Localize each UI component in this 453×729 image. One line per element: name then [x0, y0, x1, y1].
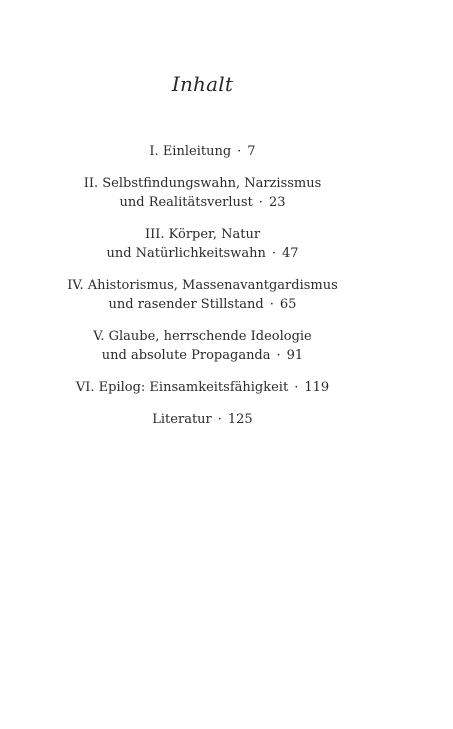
toc-entry-text: VI. Epilog: Einsamkeitsfähigkeit [75, 380, 289, 395]
table-of-contents [0, 142, 405, 442]
toc-entry-literatur [0, 410, 405, 429]
toc-page-number: 23 [268, 195, 286, 210]
toc-page-number: 119 [304, 380, 330, 395]
toc-entry-text: Literatur [152, 412, 212, 427]
toc-page-number: 125 [227, 412, 253, 427]
toc-entry-text: und absolute Propaganda [101, 348, 271, 363]
toc-entry-glaube [0, 327, 405, 365]
toc-entry-selbstfindungswahn [0, 174, 405, 212]
toc-separator: · [294, 380, 299, 395]
page-title: Inhalt [171, 72, 234, 96]
toc-separator: · [217, 412, 222, 427]
toc-separator: · [237, 144, 242, 159]
toc-line [0, 410, 405, 429]
toc-entry-einleitung [0, 142, 405, 161]
toc-entry-text: und Natürlichkeitswahn [106, 246, 266, 261]
toc-line [0, 378, 405, 397]
toc-entry-text: und rasender Stillstand [108, 297, 264, 312]
toc-separator: · [258, 195, 263, 210]
toc-separator: · [276, 348, 281, 363]
toc-line [0, 295, 405, 314]
toc-line [0, 346, 405, 365]
toc-entry-epilog [0, 378, 405, 397]
toc-page-number: 91 [286, 348, 304, 363]
toc-line [0, 142, 405, 161]
toc-line [0, 244, 405, 263]
toc-page-number: 7 [247, 144, 256, 159]
toc-line: IV. Ahistorismus, Massenavantgardismus [67, 278, 338, 293]
toc-page-number: 47 [281, 246, 299, 261]
toc-entry-text: I. Einleitung [149, 144, 232, 159]
toc-page-number: 65 [279, 297, 297, 312]
toc-entry-text: und Realitätsverlust [119, 195, 253, 210]
toc-separator: · [271, 246, 276, 261]
toc-line: III. Körper, Natur [144, 227, 261, 242]
toc-entry-koerper [0, 225, 405, 263]
toc-line [0, 193, 405, 212]
toc-line: II. Selbstfindungswahn, Narzissmus [83, 176, 322, 191]
toc-line: V. Glaube, herrschende Ideologie [93, 329, 312, 344]
toc-separator: · [269, 297, 274, 312]
toc-entry-ahistorismus [0, 276, 405, 314]
